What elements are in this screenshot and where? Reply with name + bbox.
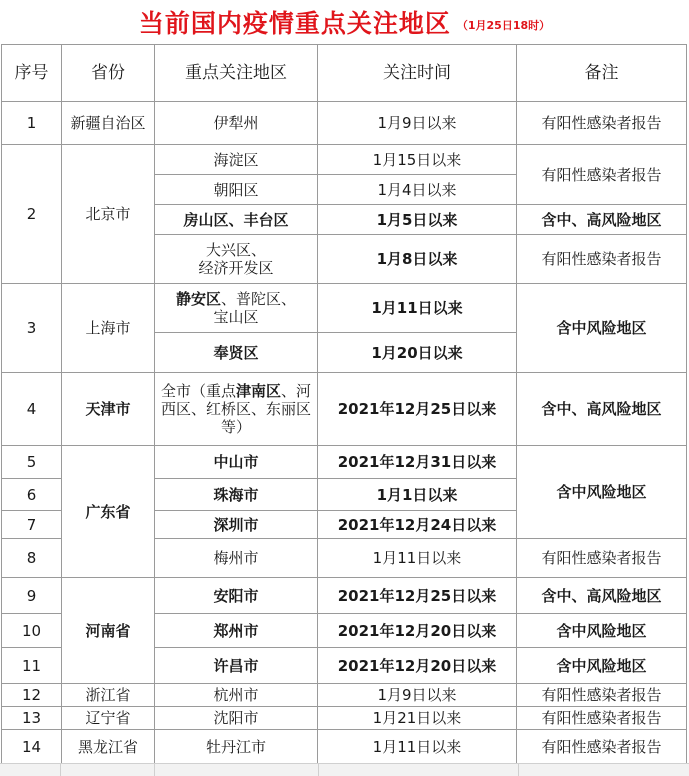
row-area: 海淀区 (155, 145, 318, 175)
row-no: 7 (2, 511, 62, 539)
area-part: 、河西区、红桥区、东丽区等） (160, 382, 312, 436)
row-area: 郑州市 (155, 614, 318, 648)
page-title: 当前国内疫情重点关注地区 (138, 9, 451, 38)
row-area: 房山区、丰台区 (155, 205, 318, 235)
row-time: 2021年12月25日以来 (318, 578, 517, 614)
table-row (2, 145, 687, 175)
row-no: 1 (2, 102, 62, 145)
empty-cell (319, 764, 519, 776)
row-time: 1月15日以来 (318, 145, 517, 175)
empty-cell (61, 764, 155, 776)
row-area: 深圳市 (155, 511, 318, 539)
row-province: 黑龙江省 (62, 730, 155, 764)
title-bar (0, 0, 689, 44)
row-province: 广东省 (62, 446, 155, 578)
row-no: 2 (2, 145, 62, 284)
row-time: 2021年12月31日以来 (318, 446, 517, 479)
spreadsheet-empty-row (0, 763, 689, 776)
row-remark: 含中、高风险地区 (517, 373, 687, 446)
empty-cell (155, 764, 319, 776)
row-time: 1月21日以来 (318, 707, 517, 730)
header-area: 重点关注地区 (155, 45, 318, 102)
row-no: 13 (2, 707, 62, 730)
row-remark: 含中风险地区 (517, 648, 687, 684)
header-row (2, 45, 687, 102)
area-bold-part: 静安区 (175, 290, 221, 308)
row-province: 新疆自治区 (62, 102, 155, 145)
row-remark: 含中、高风险地区 (517, 205, 687, 235)
row-time: 1月5日以来 (318, 205, 517, 235)
row-area: 杭州市 (155, 684, 318, 707)
row-area: 朝阳区 (155, 175, 318, 205)
row-time: 1月4日以来 (318, 175, 517, 205)
table-row (2, 730, 687, 764)
table-row (2, 446, 687, 479)
header-time: 关注时间 (318, 45, 517, 102)
row-time: 1月20日以来 (318, 333, 517, 373)
area-line: 经济开发区 (198, 259, 274, 277)
row-no: 10 (2, 614, 62, 648)
row-no: 3 (2, 284, 62, 373)
row-area: 沈阳市 (155, 707, 318, 730)
row-time: 1月11日以来 (318, 730, 517, 764)
row-no: 4 (2, 373, 62, 446)
row-no: 12 (2, 684, 62, 707)
row-time: 2021年12月24日以来 (318, 511, 517, 539)
row-remark: 含中风险地区 (517, 446, 687, 539)
table-row (2, 102, 687, 145)
row-time: 2021年12月20日以来 (318, 648, 517, 684)
area-line: 大兴区、 (205, 241, 266, 259)
row-no: 6 (2, 479, 62, 511)
row-remark: 有阳性感染者报告 (517, 730, 687, 764)
row-province: 北京市 (62, 145, 155, 284)
row-time: 1月11日以来 (318, 539, 517, 578)
header-province: 省份 (62, 45, 155, 102)
row-area: 伊犁州 (155, 102, 318, 145)
table-row (2, 707, 687, 730)
row-province: 上海市 (62, 284, 155, 373)
row-area: 珠海市 (155, 479, 318, 511)
row-time: 2021年12月25日以来 (318, 373, 517, 446)
header-remark: 备注 (517, 45, 687, 102)
row-time: 1月1日以来 (318, 479, 517, 511)
row-no: 11 (2, 648, 62, 684)
row-time: 1月9日以来 (318, 684, 517, 707)
row-area: 牡丹江市 (155, 730, 318, 764)
focus-areas-table (1, 44, 687, 764)
row-remark: 有阳性感染者报告 (517, 684, 687, 707)
row-area (155, 235, 318, 284)
row-time: 1月8日以来 (318, 235, 517, 284)
row-area (155, 284, 318, 333)
title-timestamp: （1月25日18时） (456, 19, 551, 32)
row-area: 许昌市 (155, 648, 318, 684)
row-remark: 含中风险地区 (517, 284, 687, 373)
row-no: 14 (2, 730, 62, 764)
row-remark: 有阳性感染者报告 (517, 707, 687, 730)
row-area (155, 373, 318, 446)
row-province: 天津市 (62, 373, 155, 446)
table-row (2, 284, 687, 333)
row-remark: 含中风险地区 (517, 614, 687, 648)
row-area: 中山市 (155, 446, 318, 479)
row-no: 8 (2, 539, 62, 578)
row-remark: 有阳性感染者报告 (517, 145, 687, 205)
row-no: 9 (2, 578, 62, 614)
row-province: 浙江省 (62, 684, 155, 707)
row-time: 2021年12月20日以来 (318, 614, 517, 648)
row-remark: 含中、高风险地区 (517, 578, 687, 614)
row-province: 辽宁省 (62, 707, 155, 730)
table-row (2, 373, 687, 446)
area-rest-part: 、普陀区、 (221, 290, 297, 308)
row-time: 1月9日以来 (318, 102, 517, 145)
row-province: 河南省 (62, 578, 155, 684)
row-time: 1月11日以来 (318, 284, 517, 333)
table-row (2, 684, 687, 707)
row-area: 梅州市 (155, 539, 318, 578)
header-no: 序号 (2, 45, 62, 102)
area-part: 全市（重点 (160, 382, 236, 400)
row-remark: 有阳性感染者报告 (517, 102, 687, 145)
area-bold-part: 津南区 (235, 382, 281, 400)
row-remark: 有阳性感染者报告 (517, 539, 687, 578)
row-remark: 有阳性感染者报告 (517, 235, 687, 284)
row-area: 奉贤区 (155, 333, 318, 373)
empty-cell (0, 764, 61, 776)
table-row (2, 578, 687, 614)
row-no: 5 (2, 446, 62, 479)
area-line: 宝山区 (213, 308, 259, 326)
row-area: 安阳市 (155, 578, 318, 614)
